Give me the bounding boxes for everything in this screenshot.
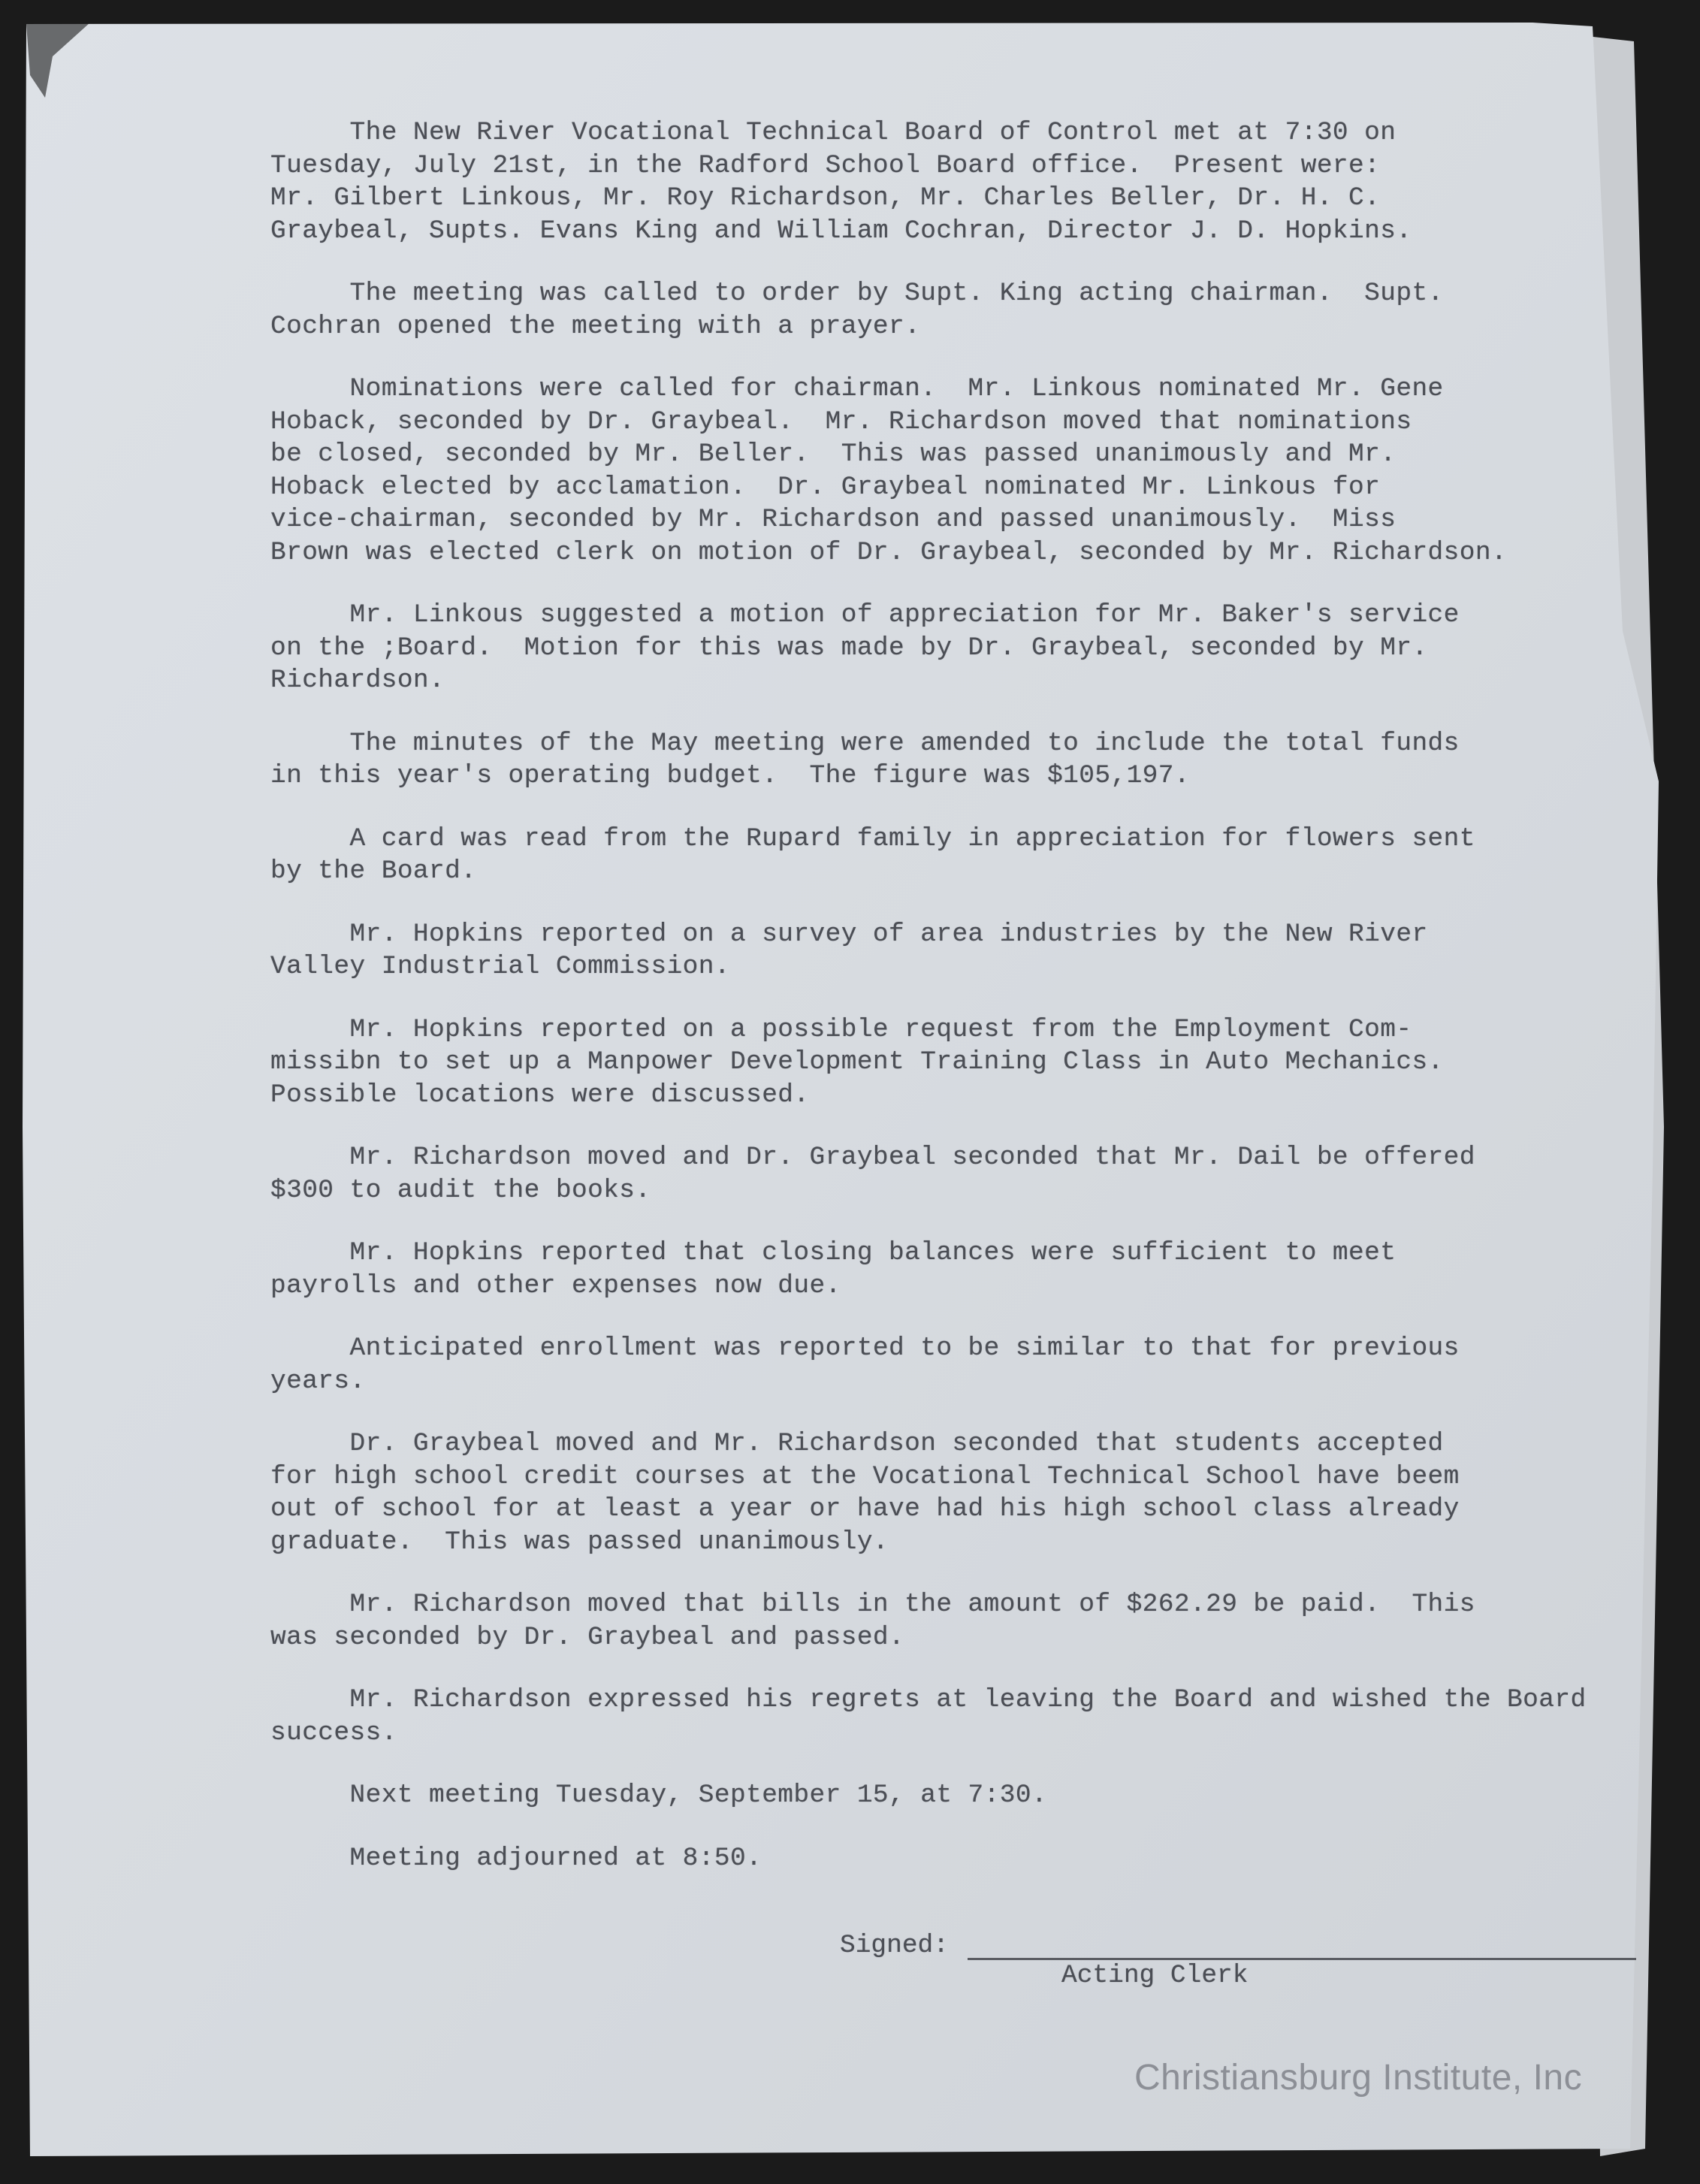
paragraph	[270, 373, 1623, 569]
text-line: Mr. Richardson expressed his regrets at leaving the Board and wished the Board	[270, 1685, 1587, 1714]
text-line: Anticipated enrollment was reported to be similar to that for previous	[270, 1334, 1460, 1363]
text-line: Possible locations were discussed.	[270, 1080, 810, 1110]
text-line: Mr. Hopkins reported that closing balances were sufficient to meet	[270, 1238, 1397, 1267]
text-line: Richardson.	[270, 666, 445, 695]
paragraph	[270, 1684, 1623, 1749]
paragraph	[270, 277, 1623, 343]
text-line: Nominations were called for chairman. Mr. Linkous nominated Mr. Gene	[270, 374, 1444, 403]
text-line: Mr. Hopkins reported on a possible request from the Employment Com-	[270, 1014, 1412, 1044]
text-line: in this year's operating budget. The figure was $105,197.	[270, 761, 1190, 790]
text-line: for high school credit courses at the Vocational Technical School have beem	[270, 1461, 1460, 1491]
text-line: Tuesday, July 21st, in the Radford School Board office. Present were:	[270, 150, 1381, 180]
signature-title: Acting Clerk	[1061, 1961, 1249, 1990]
text-line: Brown was elected clerk on motion of Dr. Graybeal, seconded by Mr. Richardson.	[270, 537, 1508, 567]
minutes-body	[270, 116, 1623, 1905]
paragraph	[270, 1141, 1623, 1207]
text-line: Cochran opened the meeting with a prayer.	[270, 311, 921, 341]
text-line: payrolls and other expenses now due.	[270, 1270, 841, 1300]
paragraph	[270, 1779, 1623, 1812]
text-line: Hoback elected by acclamation. Dr. Graybeal nominated Mr. Linkous for	[270, 472, 1381, 502]
text-line: Valley Industrial Commission.	[270, 952, 730, 981]
text-line: Hoback, seconded by Dr. Graybeal. Mr. Richardson moved that nominations	[270, 406, 1412, 436]
watermark: Christiansburg Institute, Inc	[1134, 2058, 1583, 2098]
paragraph	[270, 918, 1623, 983]
text-line: success.	[270, 1717, 397, 1748]
text-line: missibn to set up a Manpower Development Training Class in Auto Mechanics.	[270, 1047, 1444, 1077]
paragraph	[270, 1842, 1623, 1875]
signature-block	[840, 1931, 1554, 2006]
text-line: vice-chairman, seconded by Mr. Richardson and passed unanimously. Miss	[270, 505, 1397, 534]
text-line: be closed, seconded by Mr. Beller. This was passed unanimously and Mr.	[270, 440, 1397, 469]
text-line: The minutes of the May meeting were amended to include the total funds	[270, 728, 1460, 758]
text-line: $300 to audit the books.	[270, 1175, 651, 1205]
text-line: on the ;Board. Motion for this was made by Dr. Graybeal, seconded by Mr.	[270, 633, 1428, 663]
text-line: A card was read from the Rupard family in appreciation for flowers sent	[270, 823, 1475, 853]
text-line: Next meeting Tuesday, September 15, at 7:30.	[270, 1781, 1048, 1810]
paragraph	[270, 1588, 1623, 1654]
text-line: Mr. Richardson moved and Dr. Graybeal seconded that Mr. Dail be offered	[270, 1143, 1475, 1172]
text-line: graduate. This was passed unanimously.	[270, 1527, 889, 1557]
paragraph	[270, 823, 1623, 888]
text-line: Mr. Richardson moved that bills in the amount of $262.29 be paid. This	[270, 1590, 1475, 1619]
text-line: years.	[270, 1366, 366, 1396]
paragraph	[270, 599, 1623, 697]
text-line: Dr. Graybeal moved and Mr. Richardson seconded that students accepted	[270, 1429, 1444, 1458]
text-line: Mr. Linkous suggested a motion of appreciation for Mr. Baker's service	[270, 600, 1460, 630]
text-line: Graybeal, Supts. Evans King and William Cochran, Director J. D. Hopkins.	[270, 216, 1412, 246]
text-line: The meeting was called to order by Supt. King acting chairman. Supt.	[270, 279, 1444, 308]
paragraph	[270, 727, 1623, 793]
paragraph	[270, 1332, 1623, 1397]
paragraph	[270, 1427, 1623, 1558]
text-line: by the Board.	[270, 856, 477, 886]
paragraph	[270, 1013, 1623, 1112]
text-line: was seconded by Dr. Graybeal and passed.	[270, 1622, 905, 1652]
paragraph	[270, 1237, 1623, 1302]
signature-label: Signed:	[840, 1931, 949, 1960]
paragraph	[270, 116, 1623, 247]
signature-line	[968, 1958, 1636, 1960]
text-line: Meeting adjourned at 8:50.	[270, 1843, 762, 1873]
text-line: The New River Vocational Technical Board of Control met at 7:30 on	[270, 118, 1397, 147]
text-line: out of school for at least a year or have had his high school class already	[270, 1494, 1460, 1524]
text-line: Mr. Hopkins reported on a survey of area industries by the New River	[270, 919, 1428, 949]
text-line: Mr. Gilbert Linkous, Mr. Roy Richardson, Mr. Charles Beller, Dr. H. C.	[270, 183, 1381, 213]
